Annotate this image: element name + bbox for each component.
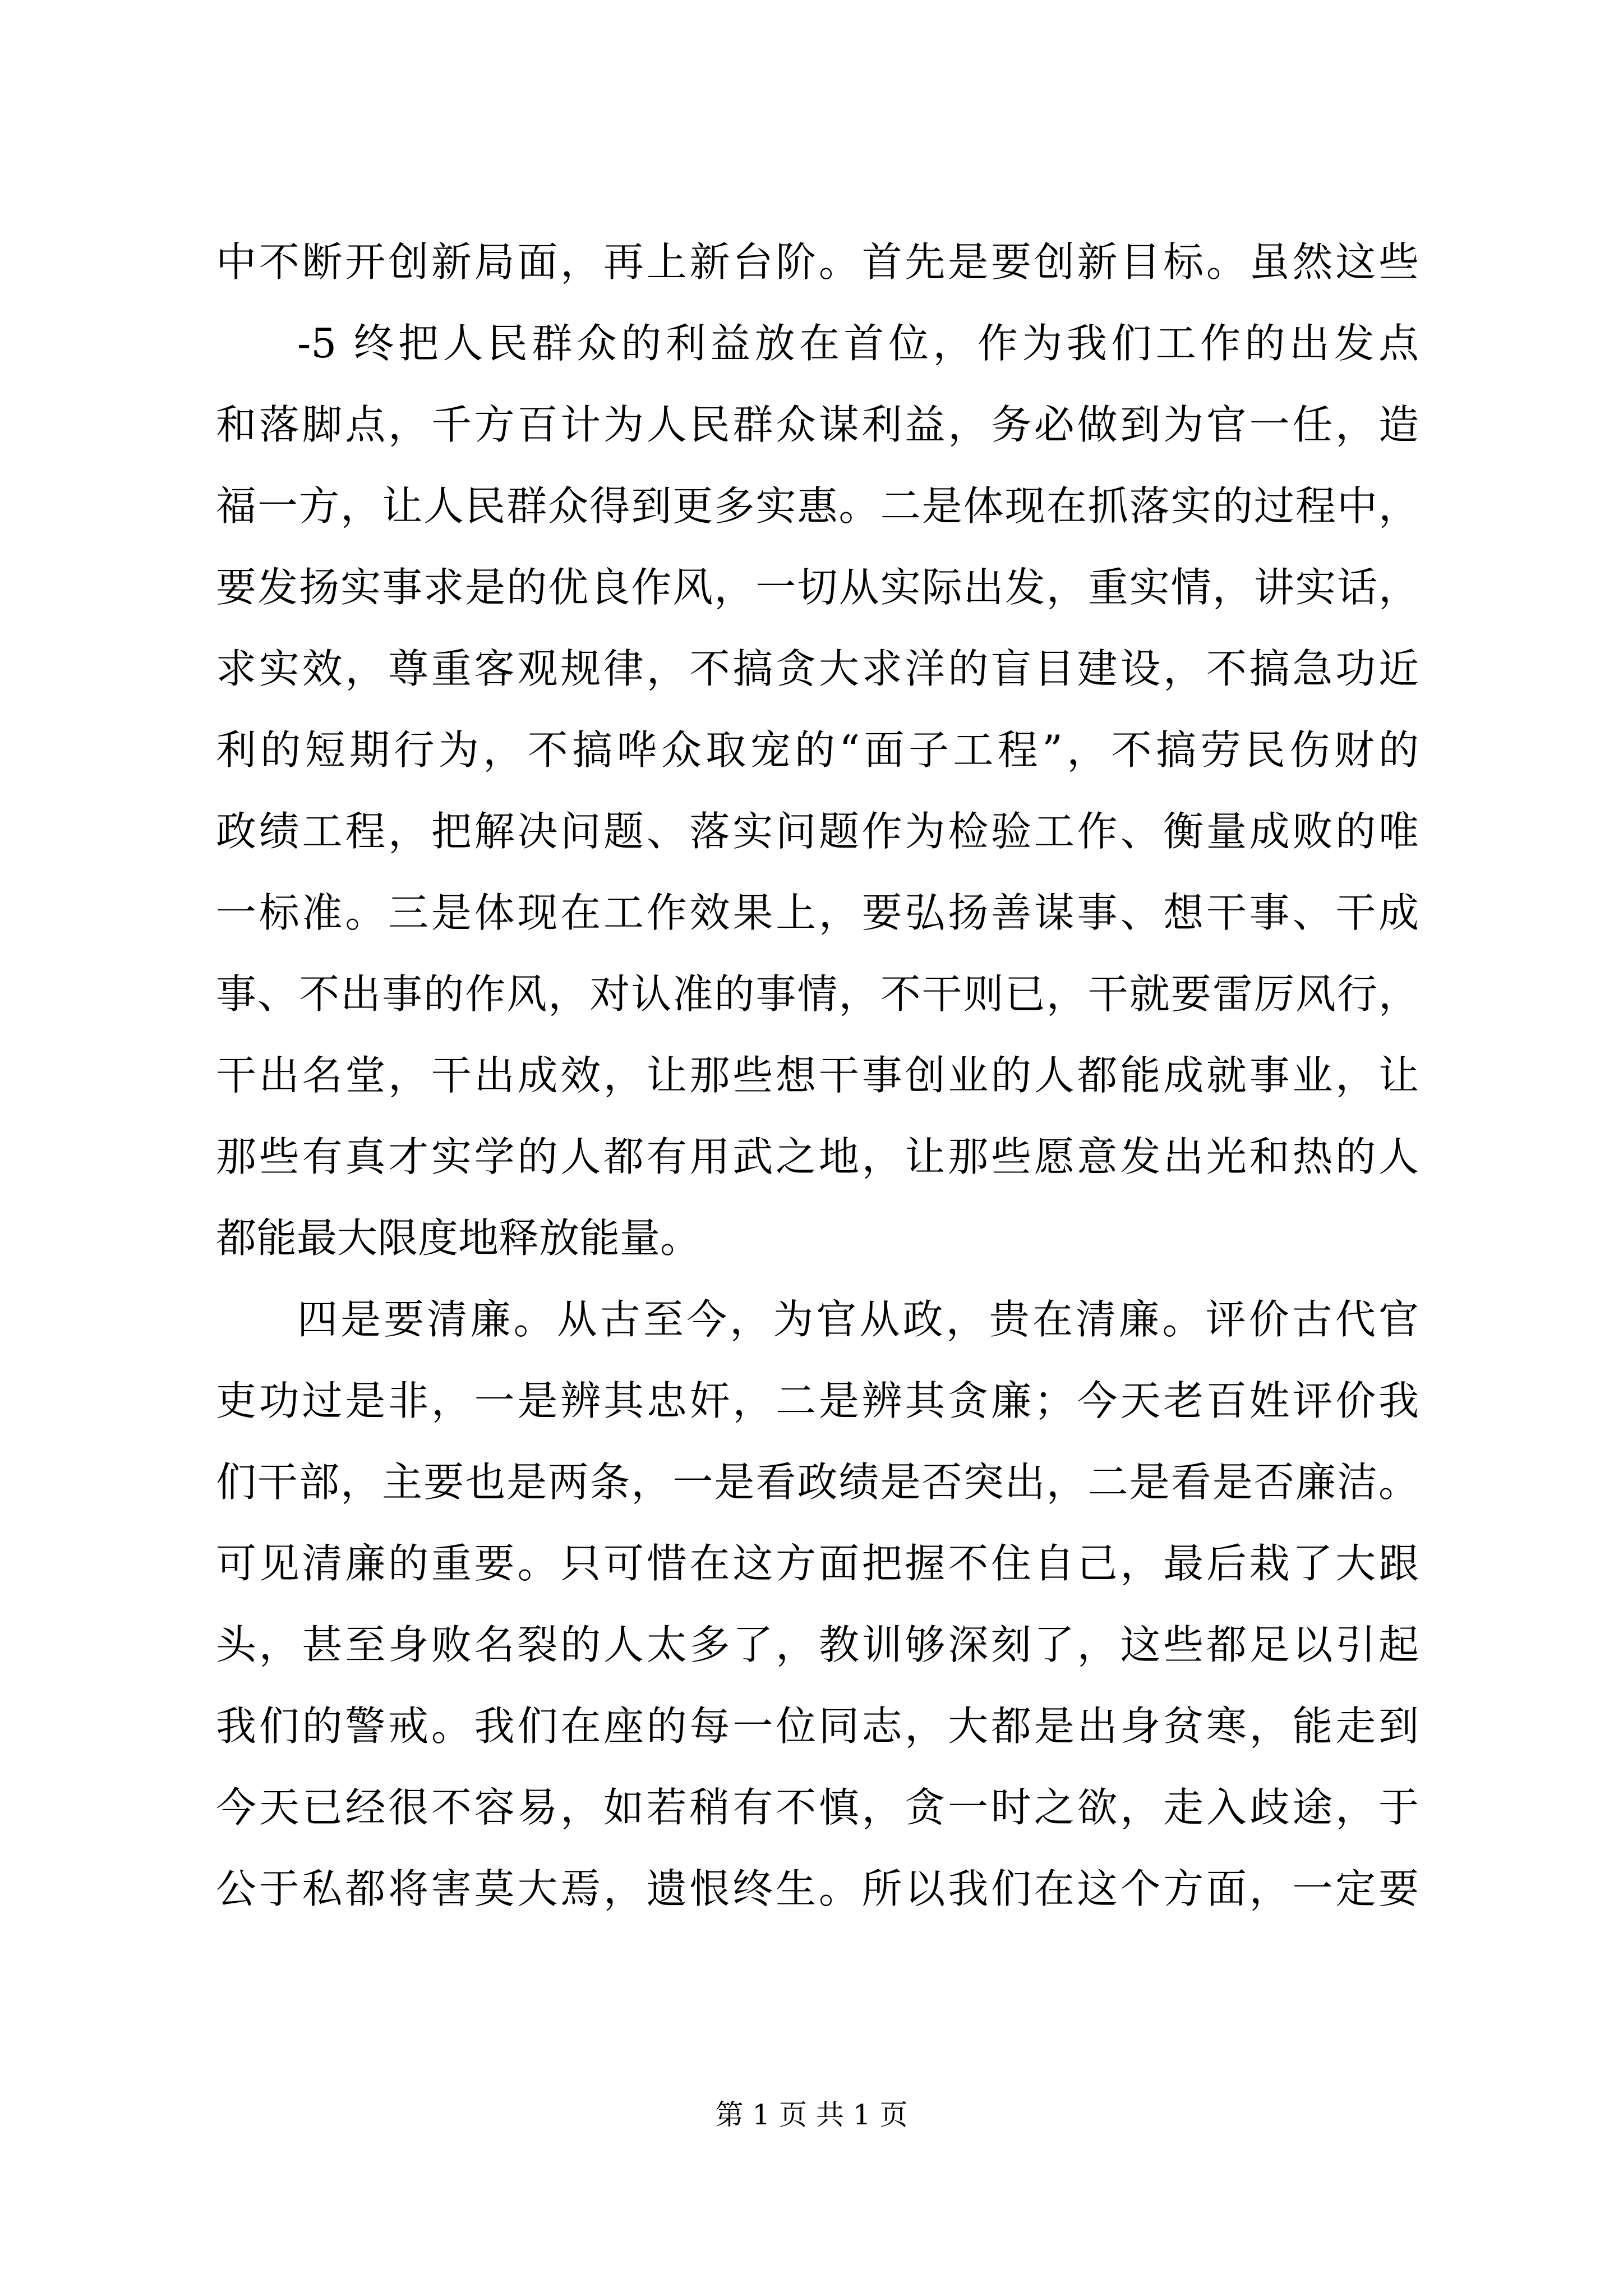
text-line: 事、不出事的作风，对认准的事情，不干则已，干就要雷厉风行， (216, 970, 1419, 1018)
text-line: 一标准。三是体现在工作效果上，要弘扬善谋事、想干事、干成 (216, 889, 1419, 936)
text-line: 可见清廉的重要。只可惜在这方面把握不住自己，最后栽了大跟 (216, 1540, 1419, 1587)
text-line: 干出名堂，干出成效，让那些想干事创业的人都能成就事业，让 (216, 1052, 1419, 1099)
text-line: 四是要清廉。从古至今，为官从政，贵在清廉。评价古代官 (297, 1296, 1419, 1343)
text-line: 今天已经很不容易，如若稍有不慎，贪一时之欲，走入歧途，于 (216, 1784, 1419, 1831)
text-line: 我们的警戒。我们在座的每一位同志，大都是出身贫寒，能走到 (216, 1703, 1419, 1750)
text-line: 政绩工程，把解决问题、落实问题作为检验工作、衡量成败的唯 (216, 808, 1419, 855)
text-line: 要发扬实事求是的优良作风，一切从实际出发，重实情，讲实话， (216, 564, 1419, 611)
text-line: 求实效，尊重客观规律，不搞贪大求洋的盲目建设，不搞急功近 (216, 645, 1419, 692)
page-footer: 第 1 页 共 1 页 (715, 2099, 908, 2131)
text-line: 们干部，主要也是两条，一是看政绩是否突出，二是看是否廉洁。 (216, 1458, 1419, 1506)
text-line: -5 终把人民群众的利益放在首位，作为我们工作的出发点 (297, 320, 1419, 367)
text-line: 中不断开创新局面，再上新台阶。首先是要创新目标。虽然这些 (216, 238, 1419, 286)
text-line: 头，甚至身败名裂的人太多了，教训够深刻了，这些都足以引起 (216, 1621, 1419, 1668)
text-line: 福一方，让人民群众得到更多实惠。二是体现在抓落实的过程中， (216, 482, 1419, 530)
text-line: 那些有真才实学的人都有用武之地，让那些愿意发出光和热的人 (216, 1133, 1419, 1180)
text-line: 都能最大限度地释放能量。 (216, 1214, 701, 1262)
text-line: 利的短期行为，不搞哗众取宠的“面子工程”，不搞劳民伤财的 (216, 726, 1419, 774)
text-line: 和落脚点，千方百计为人民群众谋利益，务必做到为官一任，造 (216, 401, 1419, 448)
text-line: 公于私都将害莫大焉，遗恨终生。所以我们在这个方面，一定要 (216, 1865, 1419, 1912)
text-line: 吏功过是非，一是辨其忠奸，二是辨其贪廉；今天老百姓评价我 (216, 1377, 1419, 1424)
